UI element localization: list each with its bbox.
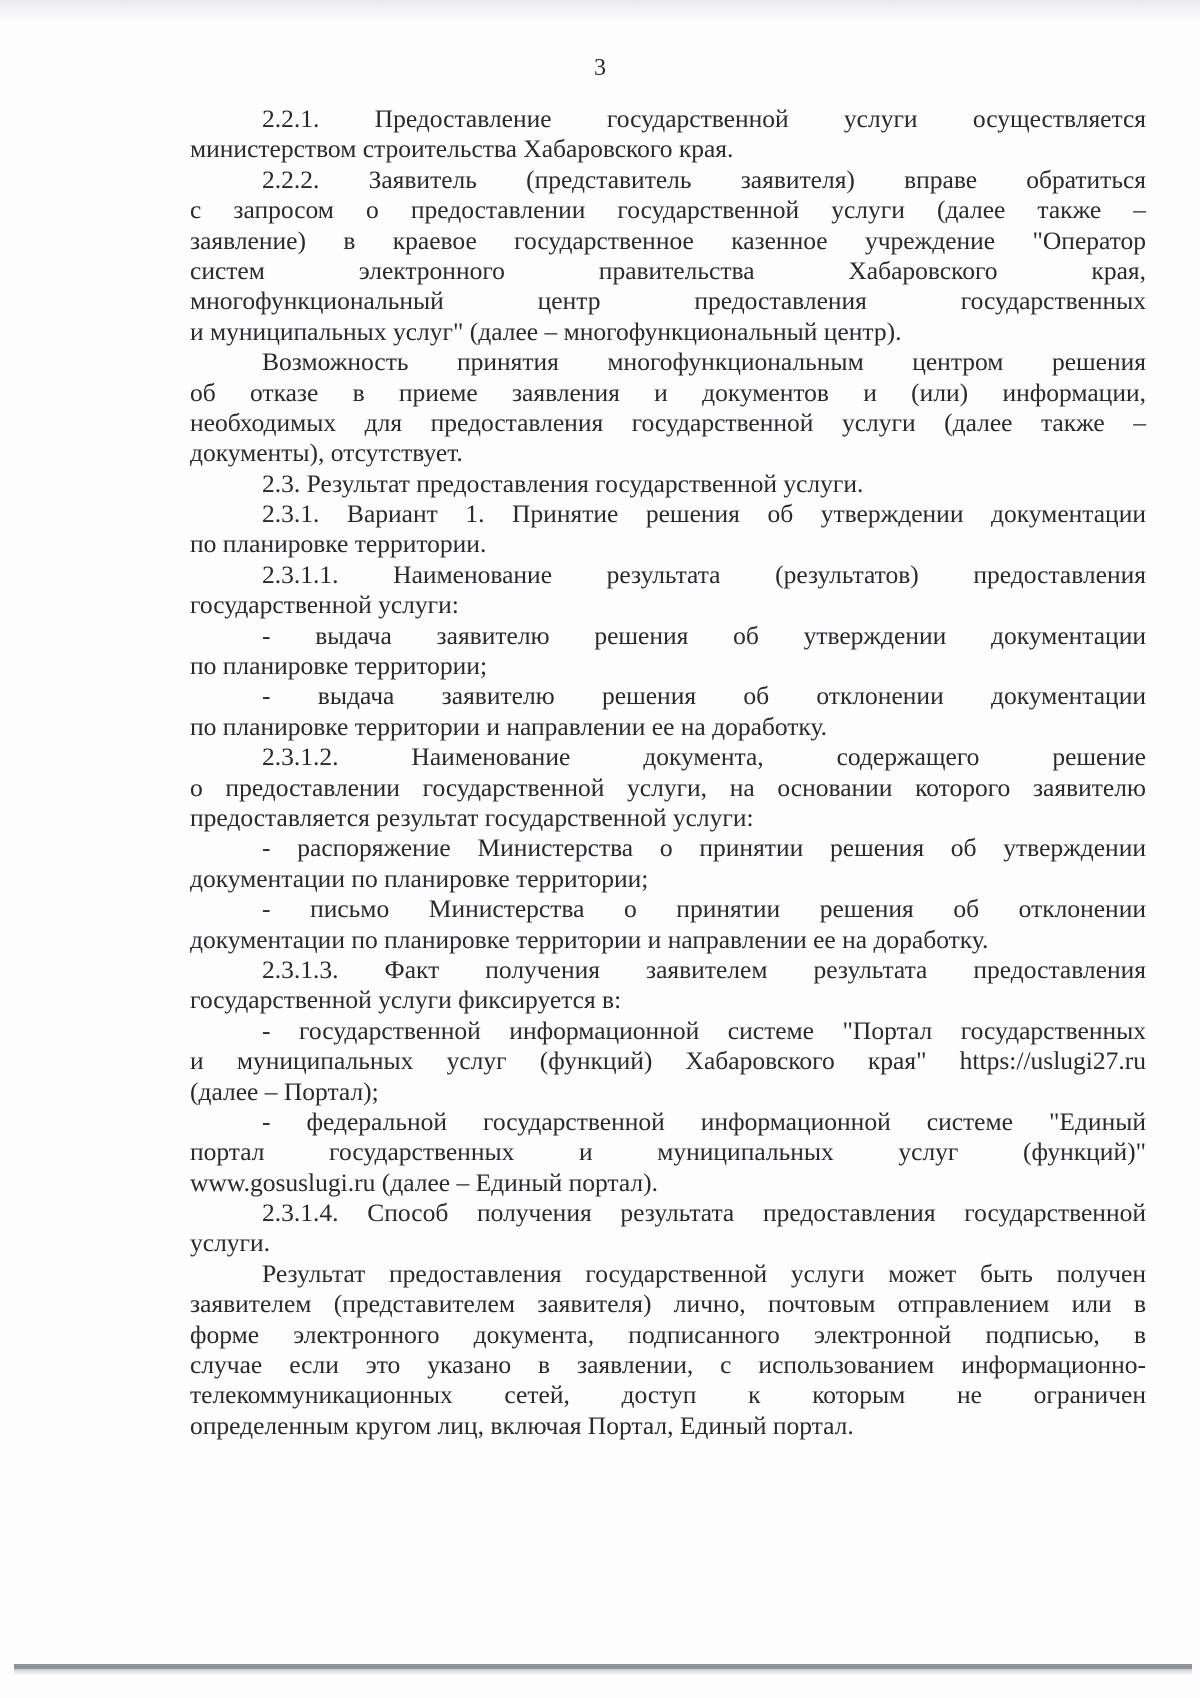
text-line: - выдача заявителю решения об отклонении документации (262, 681, 1146, 711)
text-line: заявление) в краевое государственное казенное учреждение "Оператор (190, 225, 1146, 255)
text-line: многофункциональный центр предоставления государственных (190, 286, 1146, 316)
text-line: по планировке территории и направлении ее на доработку. (190, 711, 828, 741)
text-line: предоставляется результат государственной услуги: (190, 802, 754, 832)
text-line: портал государственных и муниципальных услуг (функций)" (190, 1137, 1146, 1167)
text-line: - распоряжение Министерства о принятии решения об утверждении (262, 833, 1146, 863)
text-line: государственной услуги фиксируется в: (190, 985, 622, 1015)
text-line: документации по планировке территории; (190, 863, 649, 893)
text-line: определенным кругом лиц, включая Портал, Единый портал. (190, 1410, 854, 1440)
text-line: заявителем (представителем заявителя) лично, почтовым отправлением или в (190, 1289, 1146, 1319)
text-line: форме электронного документа, подписанного электронной подписью, в (190, 1319, 1146, 1349)
text-line: с запросом о предоставлении государственной услуги (далее также – (190, 195, 1146, 225)
text-line: 2.3.1.2. Наименование документа, содержащего решение (262, 742, 1146, 772)
text-line: об отказе в приеме заявления и документов и (или) информации, (190, 377, 1146, 407)
document-body (190, 104, 1146, 1441)
text-line: документы), отсутствует. (190, 438, 463, 468)
text-line: (далее – Портал); (190, 1076, 379, 1106)
text-line: по планировке территории; (190, 651, 488, 681)
text-line: 2.3.1.1. Наименование результата (результатов) предоставления (262, 559, 1146, 589)
text-line: Результат предоставления государственной услуги может быть получен (262, 1258, 1146, 1288)
text-line: министерством строительства Хабаровского края. (190, 134, 734, 164)
text-line: по планировке территории. (190, 529, 487, 559)
text-line: 2.2.1. Предоставление государственной услуги осуществляется (262, 104, 1146, 133)
scan-edge-bottom-shadow (14, 1669, 1192, 1675)
text-line: 2.3.1.3. Факт получения заявителем результата предоставления (262, 954, 1146, 984)
text-line: государственной услуги: (190, 590, 459, 620)
text-line: www.gosuslugi.ru (далее – Единый портал). (190, 1167, 658, 1197)
page-number: 3 (594, 55, 606, 81)
scan-edge-top (0, 0, 1200, 24)
text-line: - письмо Министерства о принятии решения об отклонении (262, 894, 1146, 924)
text-line: услуги. (190, 1228, 271, 1258)
text-line: о предоставлении государственной услуги, на основании которого заявителю (190, 772, 1146, 802)
text-line: 2.3. Результат предоставления государственной услуги. (262, 468, 864, 498)
text-line: телекоммуникационных сетей, доступ к которым не ограничен (190, 1380, 1146, 1410)
text-line: - государственной информационной системе "Портал государственных (262, 1015, 1146, 1045)
text-line: 2.2.2. Заявитель (представитель заявителя) вправе обратиться (262, 164, 1146, 194)
text-line: - федеральной государственной информационной системе "Единый (262, 1106, 1146, 1136)
text-line: - выдача заявителю решения об утверждении документации (262, 620, 1146, 650)
text-line: Возможность принятия многофункциональным центром решения (262, 347, 1146, 377)
text-line: 2.3.1. Вариант 1. Принятие решения об утверждении документации (262, 499, 1146, 529)
text-line: 2.3.1.4. Способ получения результата предоставления государственной (262, 1198, 1146, 1228)
text-line: и муниципальных услуг" (далее – многофункциональный центр). (190, 316, 902, 346)
text-line: систем электронного правительства Хабаровского края, (190, 255, 1146, 285)
text-line: и муниципальных услуг (функций) Хабаровского края" https://uslugi27.ru (190, 1046, 1146, 1076)
text-line: необходимых для предоставления государственной услуги (далее также – (190, 407, 1146, 437)
text-line: документации по планировке территории и направлении ее на доработку. (190, 924, 989, 954)
text-line: случае если это указано в заявлении, с использованием информационно- (190, 1350, 1146, 1380)
